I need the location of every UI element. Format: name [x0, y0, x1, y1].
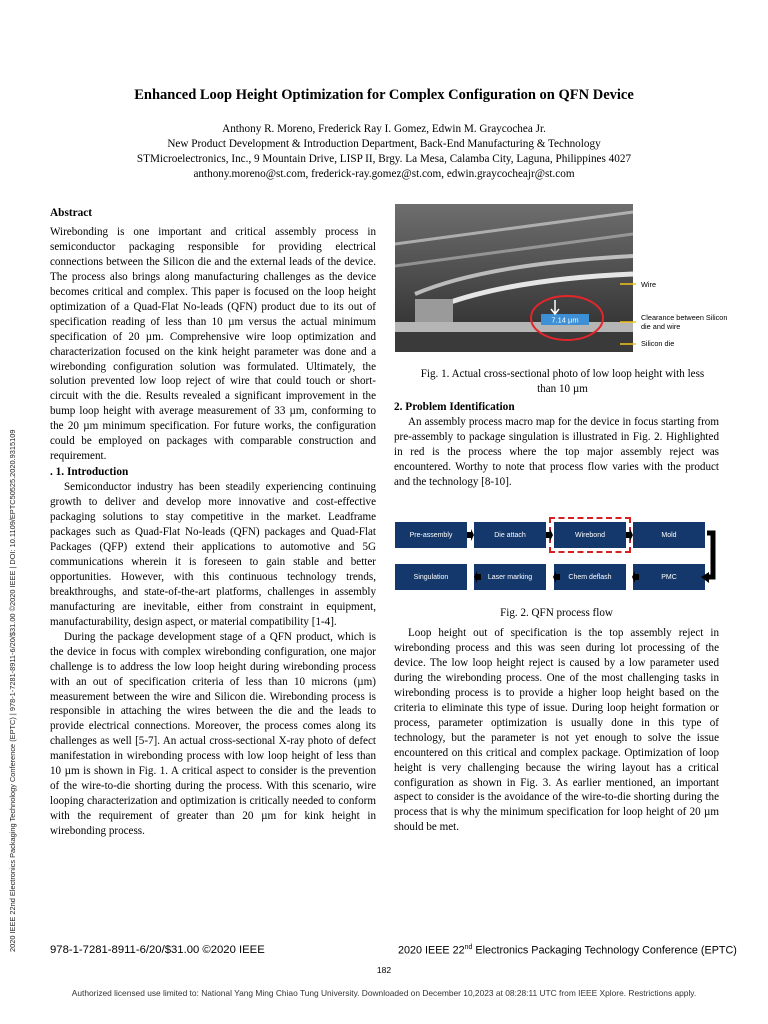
flow-step-laser-marking: Laser marking: [474, 564, 546, 590]
flow-step-singulation: Singulation: [395, 564, 467, 590]
footer-conference-sup: nd: [464, 944, 473, 951]
affiliation-line2: STMicroelectronics, Inc., 9 Mountain Drive, LISP II, Brgy. La Mesa, Calamba City, Laguna, Philippines 4027: [136, 153, 632, 165]
label-clearance: Clearance between Silicon die and wire: [641, 313, 728, 331]
abstract-heading: Abstract: [50, 207, 93, 219]
right-column-top: [394, 400, 719, 490]
intro-paragraph-2: During the package development stage of a QFN product, which is the device in focus with complex wirebonding configuration, one major challenge is to address the low loop height during wirebonding process with an out of specification criteria of less than 10 microns (µm) measurement between the wire and Silicon die. Wirebonding process is responsible in attaching the wires between the die and the leads to provide electrical connections. Moreover, the process comes along its challenges as well [5-7]. An actual cross-sectional X-ray photo of defect manifestation in wirebonding process with low loop height of less than 10 µm is shown in Fig. 1. A critical aspect to consider is the prevention of the wire-to-die shorting during the process. With this scenario, wire looping characterization and optimization is critically needed to conform with the requirement of greater than 20 µm for kink height in wirebonding process.: [50, 630, 376, 838]
cross-section-image: [395, 204, 633, 352]
problem-paragraph-2: Loop height out of specification is the top assembly reject in wirebonding process and this was seen during lot processing of the device. The low loop height reject is caused by a low parameter used during the wirebonding process. One of the most challenging tasks in wirebonding process is to provide a higher loop height based on the criteria to eliminate this type of issue. During loop height formation or process, parameter optimization is usually done in this type of technology, but the parameter is not yet enough to solve the issue encountered on this critical and complex package. Optimization of loop height is very challenging because the wiring layout has a critical configuration as shown in Fig. 3. As earlier mentioned, an important aspect to consider is the avoidance of the wire-to-die shorting during the process that is why the minimum specification for loop height of 20 µm should be met.: [394, 627, 719, 834]
figure-1-caption: Fig. 1. Actual cross-sectional photo of low loop height with less than 10 µm: [420, 368, 705, 395]
figure-1-xray-photo: [395, 204, 633, 352]
flow-arrows: [395, 517, 720, 593]
right-column-bottom: [394, 626, 719, 835]
abstract-text: Wirebonding is one important and critical assembly process in semiconductor packaging responsible for providing electrical connections between the Silicon die and the external leads of the device. The process also brings along manufacturing challenges as the device becomes critical and complex. This paper is focused on the loop height optimization of a Quad-Flat No-leads (QFN) product due to its out of specification reading of less than 10 µm versus the actual minimum specification of 20 µm. Comprehensive wire loop optimization and characterization focused on the kink height parameter was done and a wirebonding configuration solution was formulated. Ultimately, the solution prevented low loop reject of wire that could touch or short-circuit with the die. Results revealed a significant improvement in the bump loop height with average measurement of 33 µm, conforming to the 20 µm minimum specification. For future works, the configuration could be employed on packages with comparable construction and requirement.: [50, 225, 376, 463]
flow-step-mold: Mold: [633, 522, 705, 548]
label-wire: Wire: [641, 280, 656, 289]
flow-step-wirebond: Wirebond: [554, 522, 626, 548]
label-silicon-die: Silicon die: [641, 339, 675, 348]
intro-heading: . 1. Introduction: [50, 466, 129, 479]
figure-2-caption: Fig. 2. QFN process flow: [500, 607, 613, 619]
flow-step-chem-deflash: Chem deflash: [554, 564, 626, 590]
flow-step-pre-assembly: Pre-assembly: [395, 522, 467, 548]
footer-conference: [398, 944, 737, 957]
footer-conference-text: 2020 IEEE 22: [398, 944, 465, 957]
authorized-use-note: Authorized licensed use limited to: National Yang Ming Chiao Tung University. Downloaded on December 10,2023 at 08:28:11 UTC from IEEE Xplore. Restrictions apply.: [71, 988, 697, 998]
measurement-label: 7.14 µm: [551, 315, 579, 325]
side-margin-citation: 2020 IEEE 22nd Electronics Packaging Technology Conference (EPTC) | 978-1-7281-8911-6/20/$31.00 ©2020 IEEE | DOI: 10.1109/EPTC50525.2020.9315109: [8, 429, 17, 952]
affiliation-line1: New Product Development & Introduction Department, Back-End Manufacturing & Technology: [167, 138, 601, 150]
left-column: [50, 206, 376, 839]
flow-step-pmc: PMC: [633, 564, 705, 590]
intro-paragraph-1: Semiconductor industry has been steadily experiencing continuing growth to deliver and develop more innovative and cost-effective packaging solutions to stay competitive in the market. Leadframe packages such as Quad-Flat No-leads (QFN) packages and Quad-Flat Packages (QFP) extend their applications to automotive and 5G communications wherein it is foreseen to gain stable and better opportunities. However, with this continuous technology trends, breakthroughs, and state-of-the-art platforms, challenges in assembly manufacturing are inevitable, either from constraint in equipment, manufacturability, design aspect, or material compatibility [1-4].: [50, 481, 376, 628]
flow-step-die-attach: Die attach: [474, 522, 546, 548]
footer-isbn: 978-1-7281-8911-6/20/$31.00 ©2020 IEEE: [50, 944, 265, 956]
authors: Anthony R. Moreno, Frederick Ray I. Gomez, Edwin M. Graycochea Jr.: [222, 123, 546, 135]
author-emails: anthony.moreno@st.com, frederick-ray.gomez@st.com, edwin.graycocheajr@st.com: [193, 168, 575, 180]
footer-conference-text-2: Electronics Packaging Technology Conference (EPTC): [472, 944, 737, 957]
figure-2-process-flow: [395, 517, 720, 589]
figure-1-arrows: [600, 278, 640, 348]
problem-heading: 2. Problem Identification: [394, 401, 515, 413]
page-number: 182: [376, 965, 392, 975]
problem-paragraph-1: An assembly process macro map for the device in focus starting from pre-assembly to package singulation is illustrated in Fig. 2. Highlighted in red is the process where the top major assembly reject was encountered. Worthy to note that process flow varies with the product and the technology [8-10].: [394, 415, 719, 488]
paper-title: Enhanced Loop Height Optimization for Complex Configuration on QFN Device: [134, 87, 634, 103]
